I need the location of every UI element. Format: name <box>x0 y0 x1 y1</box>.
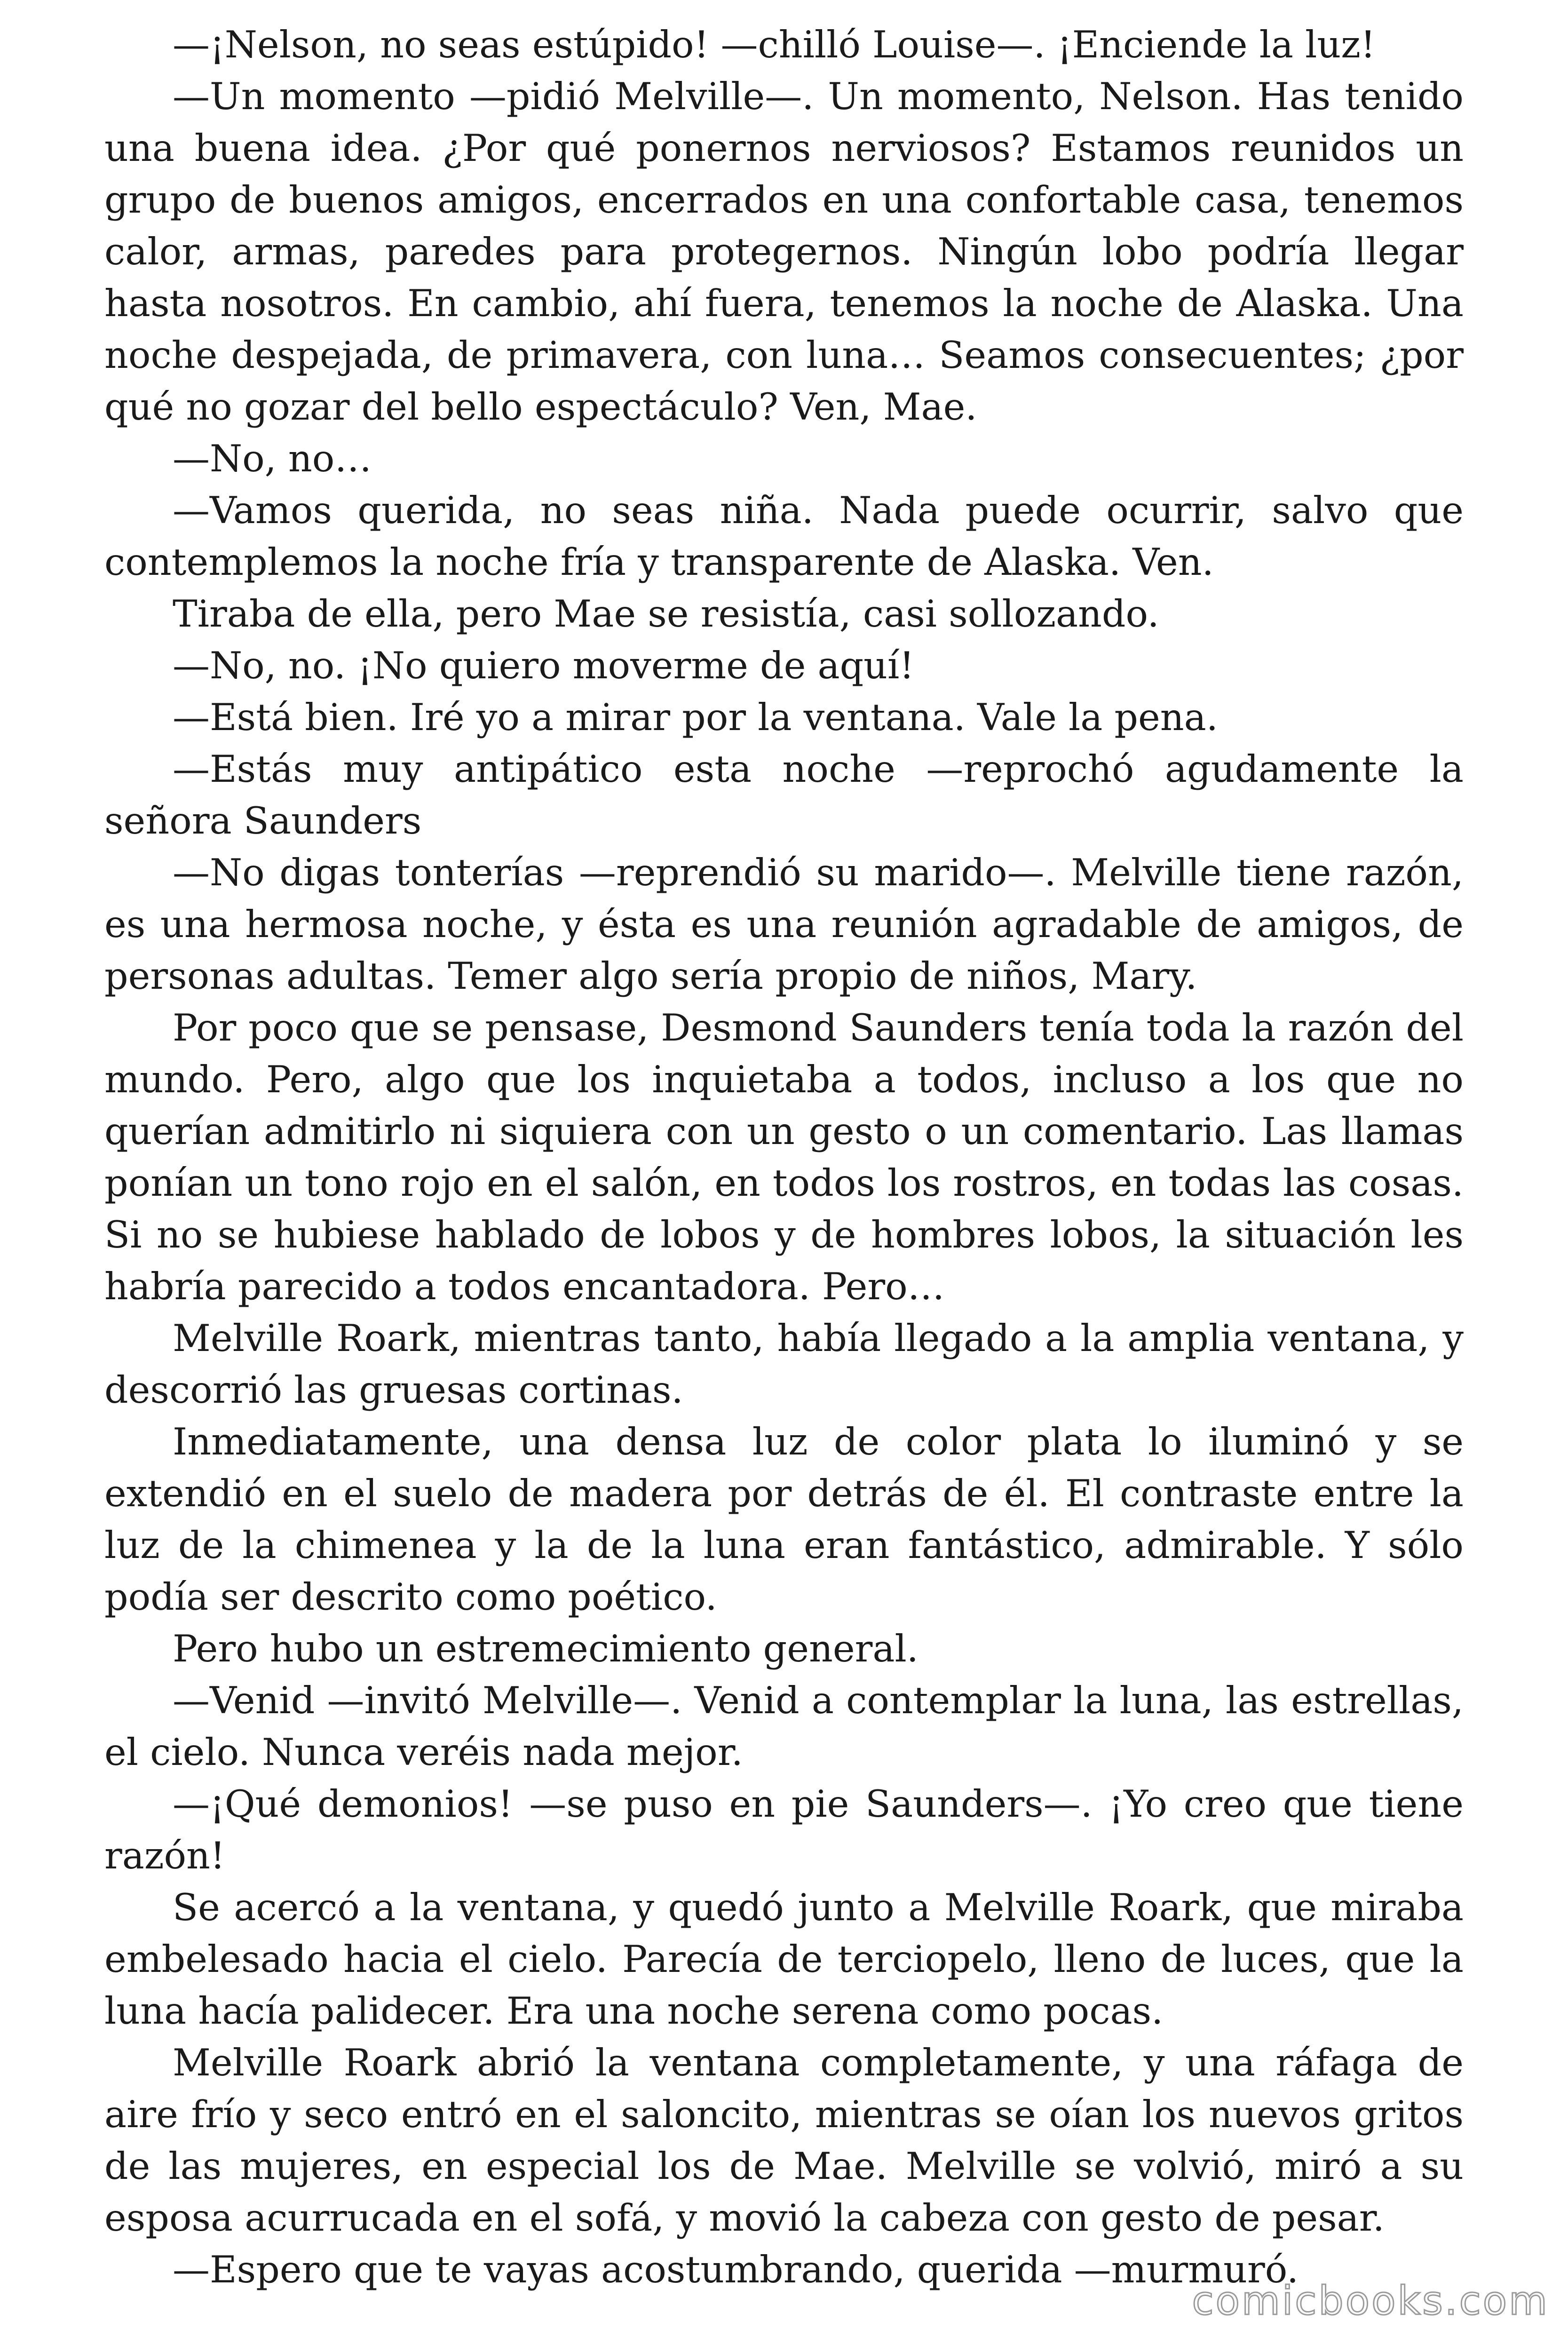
paragraph: —Un momento —pidió Melville—. Un momento, Nelson. Has tenido una buena idea. ¿Por qué ponernos nerviosos? Estamos reunidos un grupo de buenos amigos, encerrados en una confortable casa, tenemos calor, armas, paredes para protegernos. Ningún lobo podría llegar hasta nosotros. En cambio, ahí fuera, tenemos la noche de Alaska. Una noche despejada, de primavera, con luna… Seamos consecuentes; ¿por qué no gozar del bello espectáculo? Ven, Mae. <box>104 75 1464 429</box>
paragraph: —No, no. ¡No quiero moverme de aquí! <box>173 644 915 687</box>
paragraph: Por poco que se pensase, Desmond Saunders tenía toda la razón del mundo. Pero, algo que los inquietaba a todos, incluso a los que no querían admitirlo ni siquiera con un gesto o un comentario. Las llamas ponían un tono rojo en el salón, en todos los rostros, en todas las cosas. Si no se hubiese hablado de lobos y de hombres lobos, la situación les habría parecido a todos encantadora. Pero… <box>104 1006 1464 1308</box>
paragraph: —Está bien. Iré yo a mirar por la ventana. Vale la pena. <box>173 696 1218 739</box>
book-page <box>104 19 1464 2296</box>
paragraph: —Vamos querida, no seas niña. Nada puede ocurrir, salvo que contemplemos la noche fría y transparente de Alaska. Ven. <box>104 489 1464 584</box>
paragraph: Pero hubo un estremecimiento general. <box>173 1627 919 1670</box>
paragraph: Se acercó a la ventana, y quedó junto a Melville Roark, que miraba embelesado hacia el cielo. Parecía de terciopelo, lleno de luces, que la luna hacía palidecer. Era una noche serena como pocas. <box>104 1886 1464 2033</box>
paragraph: Melville Roark, mientras tanto, había llegado a la amplia ventana, y descorrió las gruesas cortinas. <box>104 1317 1464 1412</box>
paragraph: Inmediatamente, una densa luz de color plata lo iluminó y se extendió en el suelo de madera por detrás de él. El contraste entre la luz de la chimenea y la de la luna eran fantástico, admirable. Y sólo podía ser descrito como poético. <box>104 1420 1464 1619</box>
paragraph: —No, no… <box>173 437 372 480</box>
watermark: comicbooks.com <box>1192 2278 1549 2324</box>
paragraph: Tiraba de ella, pero Mae se resistía, casi sollozando. <box>173 592 1159 636</box>
paragraph: —¡Nelson, no seas estúpido! —chilló Louise—. ¡Enciende la luz! <box>173 23 1376 66</box>
paragraph: —Venid —invitó Melville—. Venid a contemplar la luna, las estrellas, el cielo. Nunca veréis nada mejor. <box>104 1679 1464 1774</box>
paragraph: —Estás muy antipático esta noche —reprochó agudamente la señora Saunders <box>104 747 1464 842</box>
paragraph: Melville Roark abrió la ventana completamente, y una ráfaga de aire frío y seco entró en el saloncito, mientras se oían los nuevos gritos de las mujeres, en especial los de Mae. Melville se volvió, miró a su esposa acurrucada en el sofá, y movió la cabeza con gesto de pesar. <box>104 2041 1464 2240</box>
paragraph: —Espero que te vayas acostumbrando, querida —murmuró. <box>173 2248 1299 2291</box>
paragraph: —No digas tonterías —reprendió su marido—. Melville tiene razón, es una hermosa noche, y ésta es una reunión agradable de amigos, de personas adultas. Temer algo sería propio de niños, Mary. <box>104 851 1464 998</box>
paragraph: —¡Qué demonios! —se puso en pie Saunders—. ¡Yo creo que tiene razón! <box>104 1782 1464 1877</box>
